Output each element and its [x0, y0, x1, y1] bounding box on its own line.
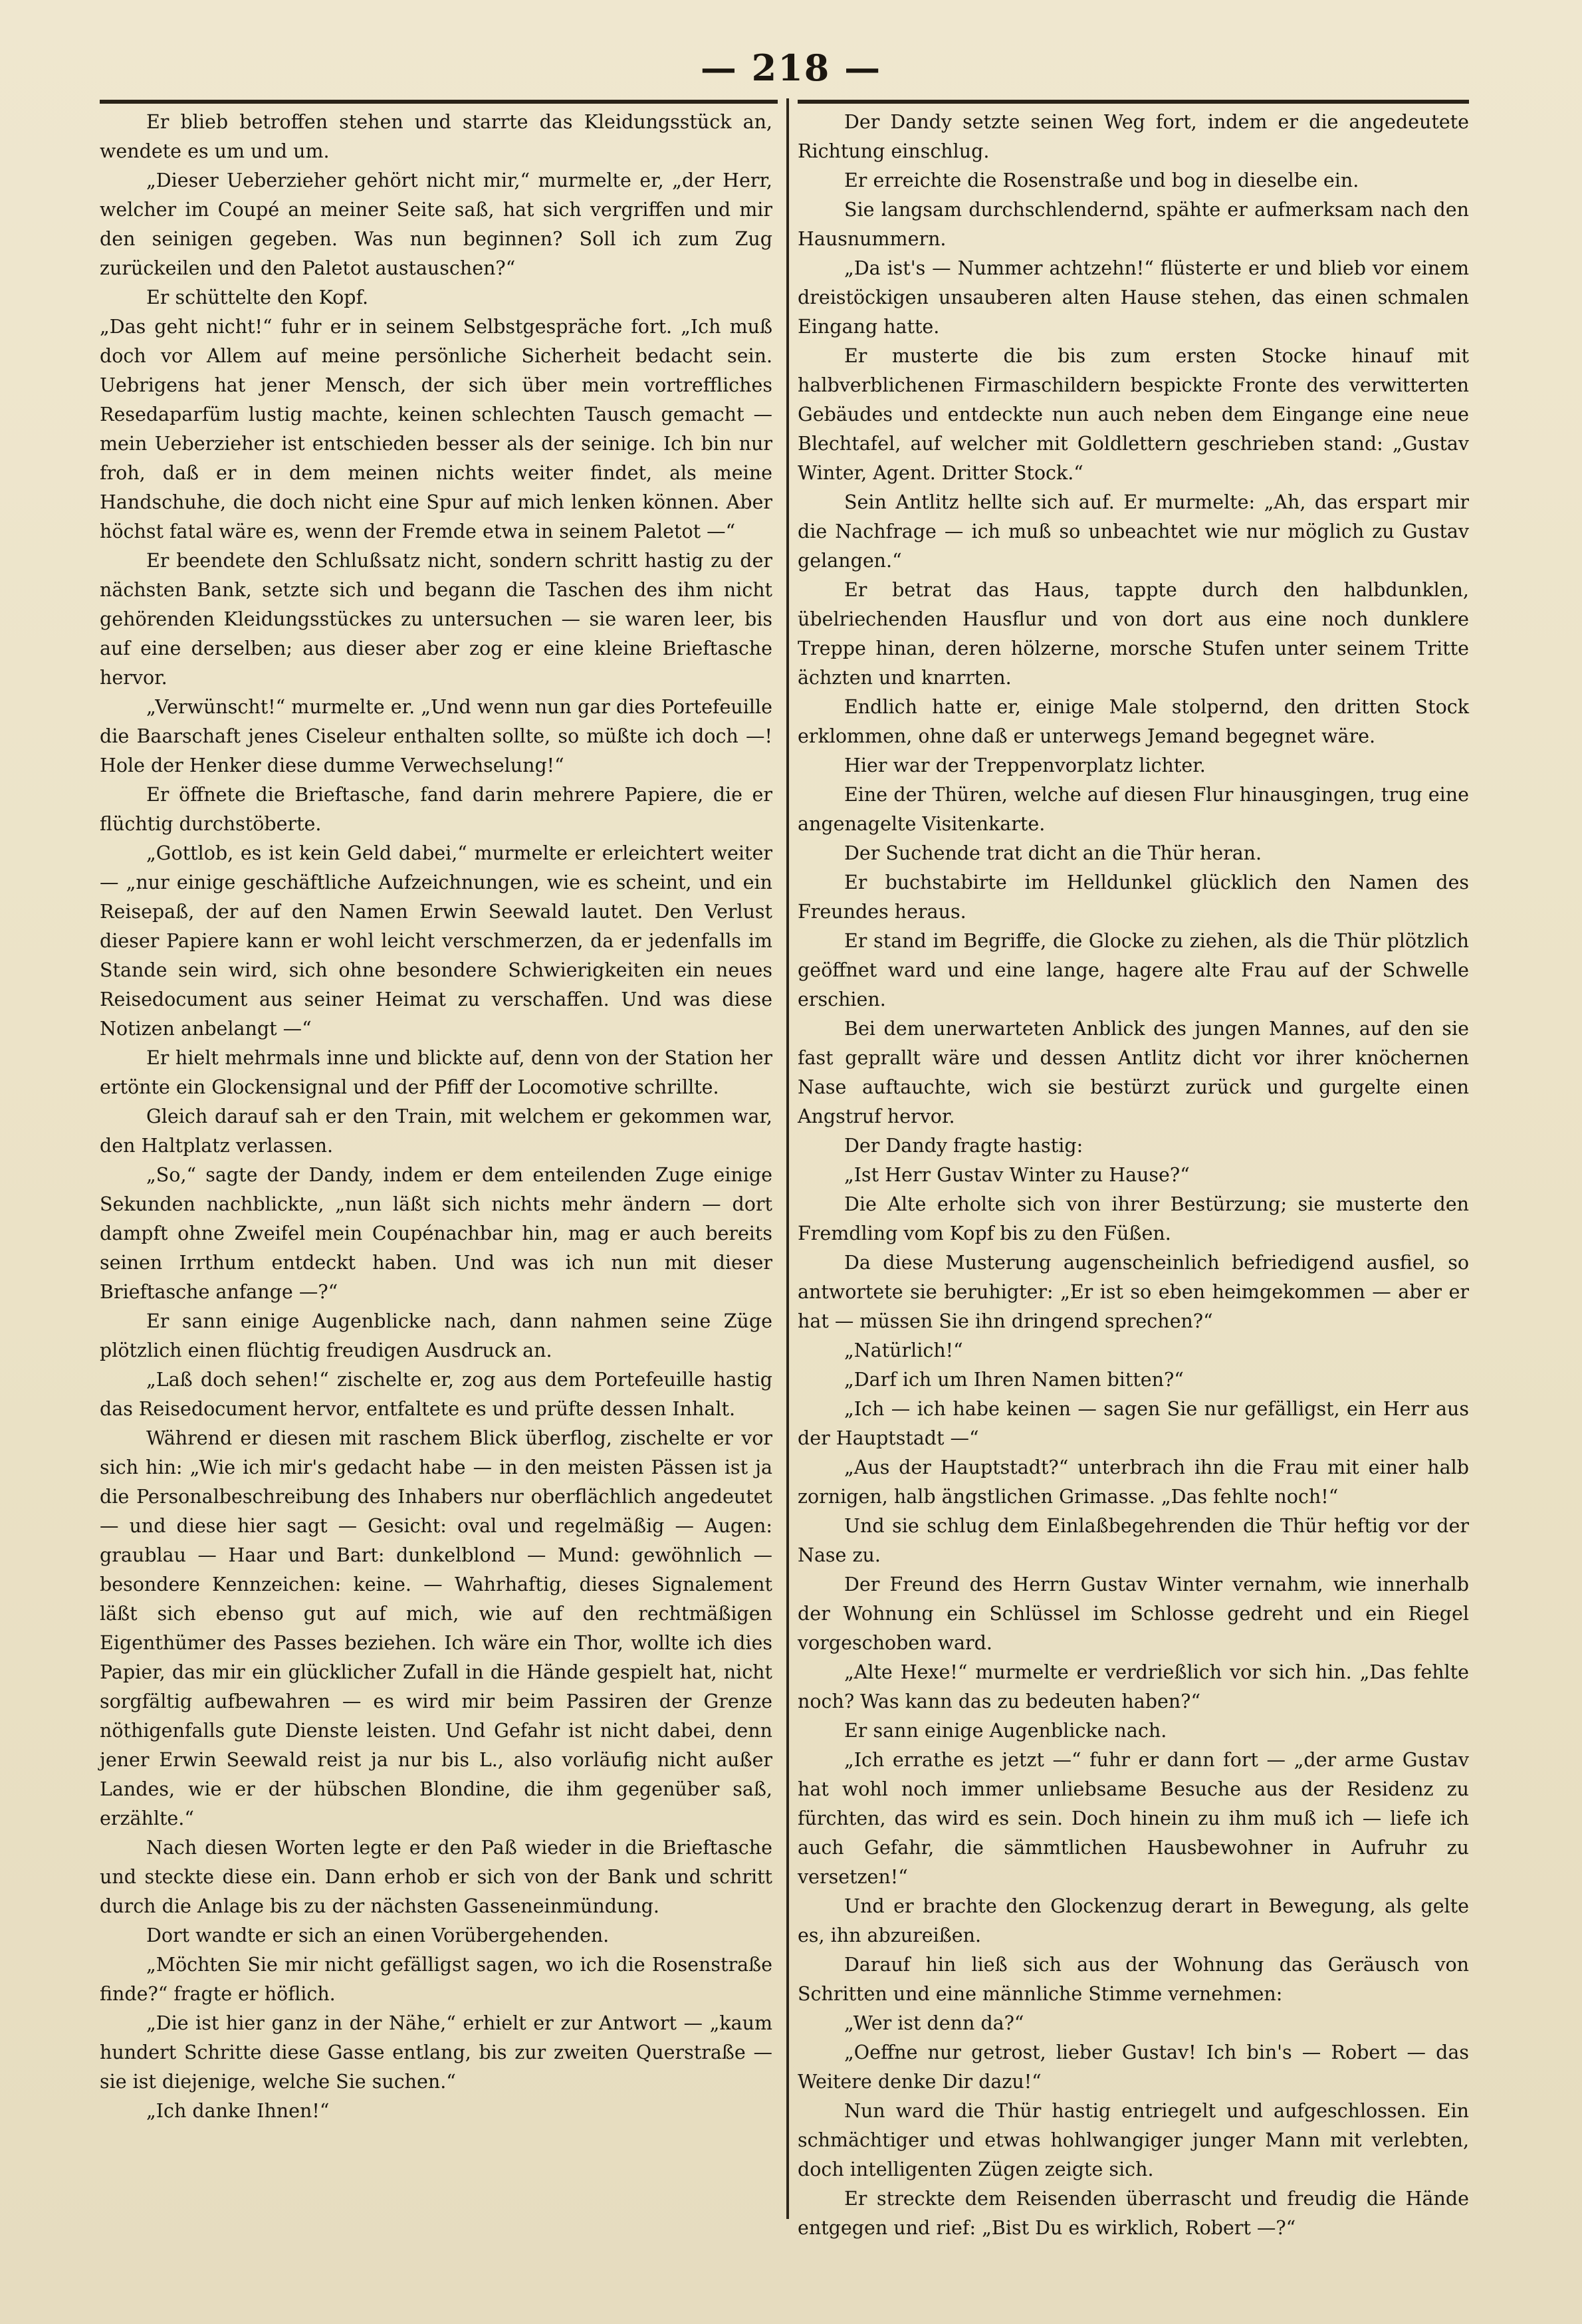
paragraph: „Ich — ich habe keinen — sagen Sie nur gefälligst, ein Herr aus der Hauptstadt —“ — [798, 1398, 1469, 1449]
paragraph: Er blieb betroffen stehen und starrte das Kleidungsstück an, wendete es um und um. — [100, 111, 772, 162]
paragraph: Und er brachte den Glockenzug derart in Bewegung, als gelte es, ihn abzureißen. — [798, 1895, 1469, 1946]
paragraph: „Laß doch sehen!“ zischelte er, zog aus dem Portefeuille hastig das Reisedocument hervor, entfaltete es und prüfte dessen Inhalt. — [100, 1369, 772, 1420]
paragraph: Er öffnete die Brieftasche, fand darin mehrere Papiere, die er flüchtig durchstöberte. — [100, 784, 772, 835]
paragraph: Endlich hatte er, einige Male stolpernd, den dritten Stock erklommen, ohne daß er unterwegs Jemand begegnet wäre. — [798, 696, 1469, 747]
paragraph: Darauf hin ließ sich aus der Wohnung das Geräusch von Schritten und eine männliche Stimme vernehmen: — [798, 1954, 1469, 2005]
paragraph: „Ich danke Ihnen!“ — [146, 2100, 330, 2122]
paragraph: Er beendete den Schlußsatz nicht, sondern schritt hastig zu der nächsten Bank, setzte sich und begann die Taschen des ihm nicht gehörenden Kleidungsstückes zu untersuchen — sie waren leer, bis auf eine derselben; aus dieser aber zog er eine kleine Brieftasche hervor. — [100, 550, 772, 689]
paragraph: Nun ward die Thür hastig entriegelt und aufgeschlossen. Ein schmächtiger und etwas hohlwangiger junger Mann mit verlebten, doch intelligenten Zügen zeigte sich. — [798, 2100, 1469, 2180]
paragraph: Während er diesen mit raschem Blick überflog, zischelte er vor sich hin: „Wie ich mir's gedacht habe — in den meisten Pässen ist ja die Personalbeschreibung des Inhabers nur oberflächlich angedeutet — und diese hier sagt — Gesicht: oval und regelmäßig — Augen: graublau — Haar und Bart: dunkelblond — Mund: gewöhnlich — besondere Kennzeichen: keine. — Wahrhaftig, dieses Signalement läßt sich ebenso gut auf mich, wie auf den rechtmäßigen Eigenthümer des Passes beziehen. Ich wäre ein Thor, wollte ich dies Papier, das mir ein glücklicher Zufall in die Hände gespielt hat, nicht sorgfältig aufbewahren — es wird mir beim Passiren der Grenze nöthigenfalls gute Dienste leisten. Und Gefahr ist nicht dabei, denn jener Erwin Seewald reist ja nur bis L., also vorläufig nicht außer Landes, wie er der hübschen Blondine, die ihm gegenüber saß, erzählte.“ — [100, 1427, 772, 1829]
paragraph: Er schüttelte den Kopf. — [146, 287, 369, 308]
paragraph: „Möchten Sie mir nicht gefälligst sagen, wo ich die Rosenstraße finde?“ fragte er höflich. — [100, 1954, 772, 2005]
text-column-right — [798, 108, 1469, 2243]
page-number: — 218 — — [700, 47, 882, 89]
paragraph: Da diese Musterung augenscheinlich befriedigend ausfiel, so antwortete sie beruhigter: „Er ist so eben heimgekommen — aber er hat — müssen Sie ihn dringend sprechen?“ — [798, 1252, 1469, 1332]
paragraph: „Ich errathe es jetzt —“ fuhr er dann fort — „der arme Gustav hat wohl noch immer unliebsame Besuche aus der Residenz zu fürchten, das wird es sein. Doch hinein zu ihm muß ich — liefe ich auch Gefahr, die sämmtlichen Hausbewohner in Aufruhr zu versetzen!“ — [798, 1749, 1469, 1888]
paragraph: Er sann einige Augenblicke nach, dann nahmen seine Züge plötzlich einen flüchtig freudigen Ausdruck an. — [100, 1310, 772, 1361]
paragraph: Nach diesen Worten legte er den Paß wieder in die Brieftasche und steckte diese ein. Dann erhob er sich von der Bank und schritt durch die Anlage bis zu der nächsten Gasseneinmündung. — [100, 1837, 772, 1917]
paragraph: „Alte Hexe!“ murmelte er verdrießlich vor sich hin. „Das fehlte noch? Was kann das zu bedeuten haben?“ — [798, 1661, 1469, 1712]
paragraph: Er betrat das Haus, tappte durch den halbdunklen, übelriechenden Hausflur und von dort aus eine noch dunklere Treppe hinan, deren hölzerne, morsche Stufen unter seinem Tritte ächzten und knarrten. — [798, 579, 1469, 689]
paragraph: Er erreichte die Rosenstraße und bog in dieselbe ein. — [844, 170, 1359, 191]
paragraph: Er streckte dem Reisenden überrascht und freudig die Hände entgegen und rief: „Bist Du es wirklich, Robert —?“ — [798, 2188, 1469, 2239]
paragraph: „Gottlob, es ist kein Geld dabei,“ murmelte er erleichtert weiter — „nur einige geschäftliche Aufzeichnungen, wie es scheint, und ein Reisepaß, der auf den Namen Erwin Seewald lautet. Den Verlust dieser Papiere kann er wohl leicht verschmerzen, da er jedenfalls im Stande sein wird, sich ohne besondere Schwierigkeiten ein neues Reisedocument aus seiner Heimat zu verschaffen. Und was diese Notizen anbelangt —“ — [100, 842, 772, 1040]
paragraph: Er buchstabirte im Helldunkel glücklich den Namen des Freundes heraus. — [798, 872, 1469, 923]
paragraph: „Aus der Hauptstadt?“ unterbrach ihn die Frau mit einer halb zornigen, halb ängstlichen Grimasse. „Das fehlte noch!“ — [798, 1456, 1469, 1508]
text-column-left — [100, 108, 772, 2126]
paragraph: „Die ist hier ganz in der Nähe,“ erhielt er zur Antwort — „kaum hundert Schritte diese Gasse entlang, bis zur zweiten Querstraße — sie ist diejenige, welche Sie suchen.“ — [100, 2012, 772, 2093]
paragraph: Er sann einige Augenblicke nach. — [844, 1720, 1167, 1742]
paragraph: Und sie schlug dem Einlaßbegehrenden die Thür heftig vor der Nase zu. — [798, 1515, 1469, 1566]
paragraph: Hier war der Treppenvorplatz lichter. — [844, 755, 1206, 776]
paragraph: „Natürlich!“ — [844, 1339, 963, 1361]
paragraph: „Dieser Ueberzieher gehört nicht mir,“ murmelte er, „der Herr, welcher im Coupé an meiner Seite saß, hat sich vergriffen und mir den seinigen gegeben. Was nun beginnen? Soll ich zum Zug zurückeilen und den Paletot austauschen?“ — [100, 170, 772, 279]
paragraph: Die Alte erholte sich von ihrer Bestürzung; sie musterte den Fremdling vom Kopf bis zu den Füßen. — [798, 1193, 1469, 1244]
column-divider — [786, 98, 789, 2219]
paragraph: „Wer ist denn da?“ — [844, 2012, 1024, 2034]
header-rule-left — [100, 100, 778, 104]
paragraph: Dort wandte er sich an einen Vorübergehenden. — [146, 1924, 610, 1946]
paragraph: Er hielt mehrmals inne und blickte auf, denn von der Station her ertönte ein Glockensignal und der Pfiff der Locomotive schrillte. — [100, 1047, 772, 1098]
paragraph: „Darf ich um Ihren Namen bitten?“ — [844, 1369, 1184, 1391]
paragraph: Gleich darauf sah er den Train, mit welchem er gekommen war, den Haltplatz verlassen. — [100, 1105, 772, 1157]
paragraph: Eine der Thüren, welche auf diesen Flur hinausgingen, trug eine angenagelte Visitenkarte. — [798, 784, 1469, 835]
paragraph: Der Suchende trat dicht an die Thür heran. — [844, 842, 1262, 864]
paragraph: „Verwünscht!“ murmelte er. „Und wenn nun gar dies Portefeuille die Baarschaft jenes Ciseleur enthalten sollte, so müßte ich doch —! Hole der Henker diese dumme Verwechselung!“ — [100, 696, 772, 776]
paragraph: Der Dandy fragte hastig: — [844, 1135, 1083, 1157]
paragraph: „Da ist's — Nummer achtzehn!“ flüsterte er und blieb vor einem dreistöckigen unsauberen alten Hause stehen, das einen schmalen Eingang hatte. — [798, 257, 1469, 338]
paragraph: Er stand im Begriffe, die Glocke zu ziehen, als die Thür plötzlich geöffnet ward und eine lange, hagere alte Frau auf der Schwelle erschien. — [798, 930, 1469, 1010]
paragraph: „So,“ sagte der Dandy, indem er dem enteilenden Zuge einige Sekunden nachblickte, „nun läßt sich nichts mehr ändern — dort dampft ohne Zweifel mein Coupénachbar hin, mag er auch bereits seinen Irrthum entdeckt haben. Und was ich nun mit dieser Brieftasche anfange —?“ — [100, 1164, 772, 1303]
header-rule-right — [798, 100, 1469, 104]
paragraph: „Oeffne nur getrost, lieber Gustav! Ich bin's — Robert — das Weitere denke Dir dazu!“ — [798, 2041, 1469, 2093]
paragraph: Sie langsam durchschlendernd, spähte er aufmerksam nach den Hausnummern. — [798, 199, 1469, 250]
paragraph: „Ist Herr Gustav Winter zu Hause?“ — [844, 1164, 1190, 1186]
paragraph: Sein Antlitz hellte sich auf. Er murmelte: „Ah, das erspart mir die Nachfrage — ich muß so unbeachtet wie nur möglich zu Gustav gelangen.“ — [798, 491, 1469, 572]
paragraph: Der Freund des Herrn Gustav Winter vernahm, wie innerhalb der Wohnung ein Schlüssel im Schlosse gedreht und ein Riegel vorgeschoben ward. — [798, 1573, 1469, 1654]
paragraph: Bei dem unerwarteten Anblick des jungen Mannes, auf den sie fast geprallt wäre und dessen Antlitz dicht vor ihrer knöchernen Nase auftauchte, wich sie bestürzt zurück und gurgelte einen Angstruf hervor. — [798, 1018, 1469, 1127]
paragraph: Der Dandy setzte seinen Weg fort, indem er die angedeutete Richtung einschlug. — [798, 111, 1469, 162]
paragraph: „Das geht nicht!“ fuhr er in seinem Selbstgespräche fort. „Ich muß doch vor Allem auf meine persönliche Sicherheit bedacht sein. Uebrigens hat jener Mensch, der sich über mein vortreffliches Resedaparfüm lustig machte, keinen schlechten Tausch gemacht — mein Ueberzieher ist entschieden besser als der seinige. Ich bin nur froh, daß er in dem meinen nichts weiter findet, als meine Handschuhe, die doch nicht eine Spur auf mich lenken können. Aber höchst fatal wäre es, wenn der Fremde etwa in seinem Paletot —“ — [100, 316, 772, 542]
paragraph: Er musterte die bis zum ersten Stocke hinauf mit halbverblichenen Firmaschildern bespickte Fronte des verwitterten Gebäudes und entdeckte nun auch neben dem Eingange eine neue Blechtafel, auf welcher mit Goldlettern geschrieben stand: „Gustav Winter, Agent. Dritter Stock.“ — [798, 345, 1469, 484]
